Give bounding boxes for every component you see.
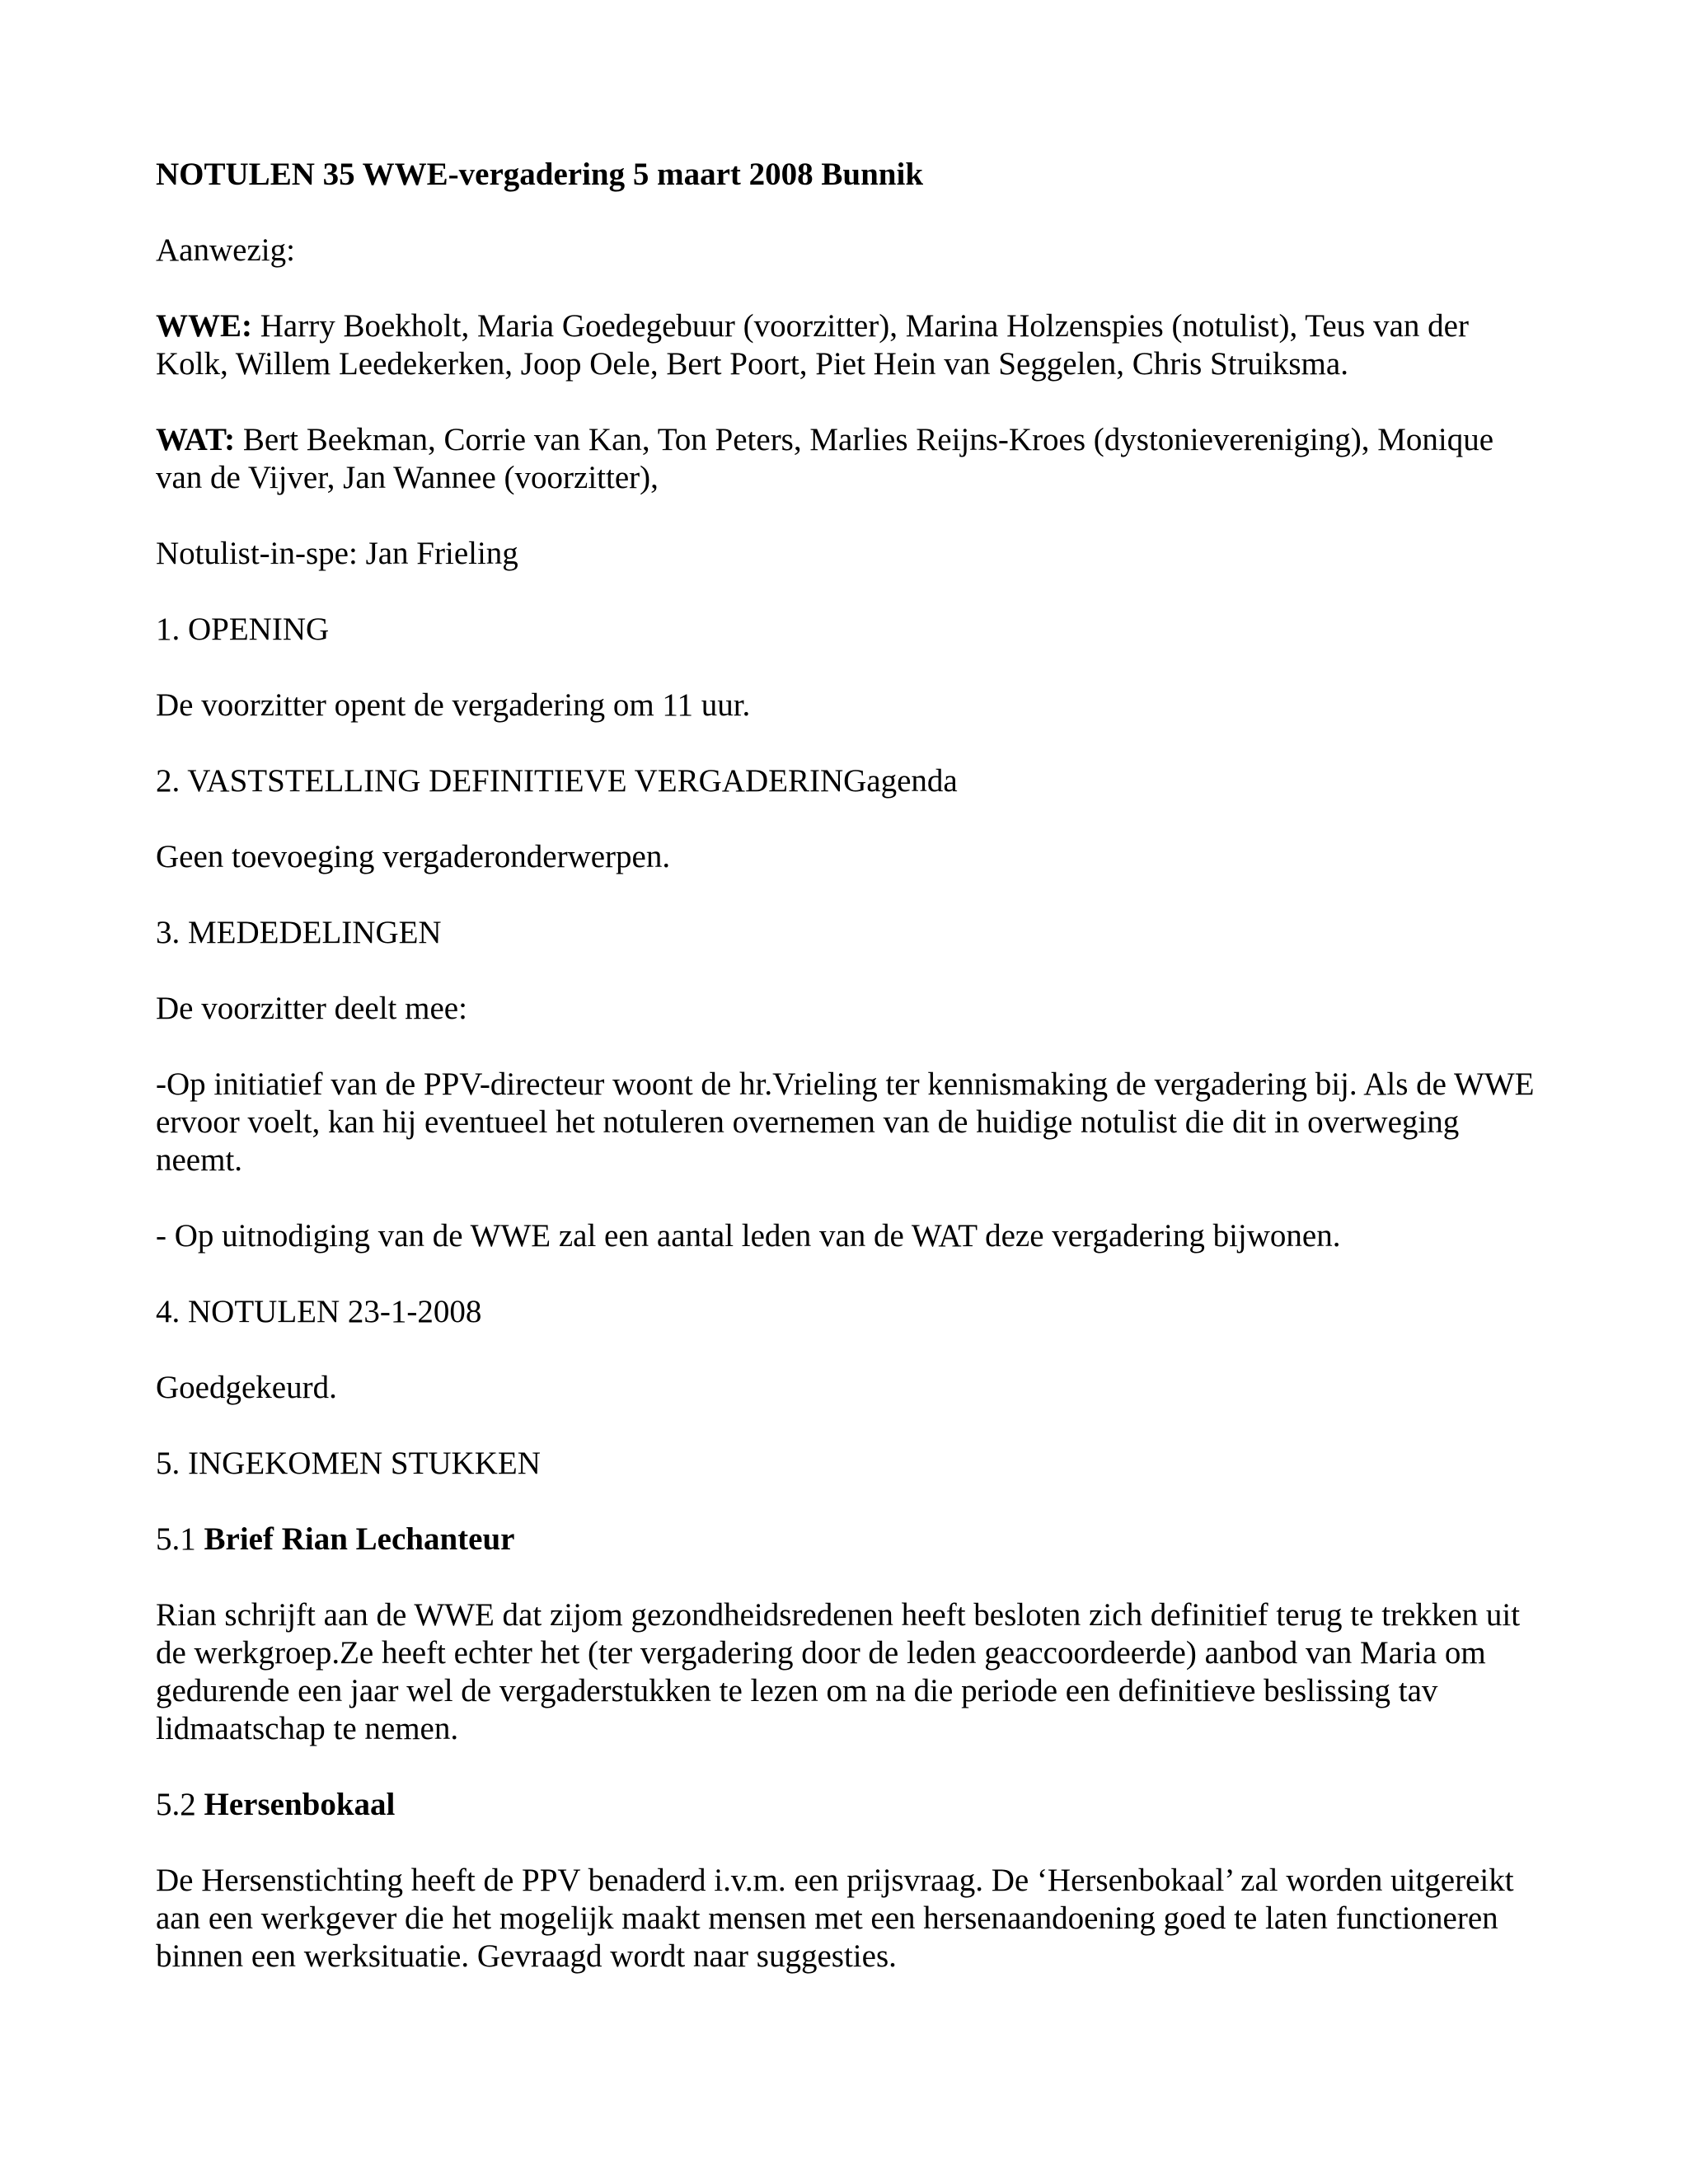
wwe-names: Harry Boekholt, Maria Goedegebuur (voorzitter), Marina Holzenspies (notulist), Teus van der Kolk, Willem Leedekerken, Joop Oele, Bert Poort, Piet Hein van Seggelen, Chris Struiksma. — [156, 308, 1469, 382]
document-body — [156, 156, 1540, 2013]
subsection-title: Hersenbokaal — [204, 1787, 396, 1822]
wwe-members — [156, 307, 1540, 383]
subsection-heading-hersenbokaal — [156, 1786, 1540, 1824]
present-label: Aanwezig: — [156, 232, 295, 268]
wat-label: WAT: — [156, 422, 236, 457]
wwe-label: WWE: — [156, 308, 252, 344]
section-heading-ingekomen: 5. INGEKOMEN STUKKEN — [156, 1446, 541, 1481]
wat-names: Bert Beekman, Corrie van Kan, Ton Peters, Marlies Reijns-Kroes (dystonievereniging), Monique van de Vijver, Jan Wannee (voorzitter), — [156, 422, 1494, 495]
subsection-text-hersenbokaal: De Hersenstichting heeft de PPV benaderd i.v.m. een prijsvraag. De ‘Hersenbokaal’ zal worden uitgereikt aan een werkgever die het mogelijk maakt mensen met een hersenaandoening goed te laten functioneren binnen een werksituatie. Gevraagd wordt naar suggesties. — [156, 1863, 1514, 1974]
section-text-agenda: Geen toevoeging vergaderonderwerpen. — [156, 839, 671, 874]
section-heading-mededelingen: 3. MEDEDELINGEN — [156, 915, 442, 950]
subsection-heading-brief — [156, 1521, 1540, 1558]
subsection-number: 5.2 — [156, 1787, 204, 1822]
mededelingen-item: - Op uitnodiging van de WWE zal een aantal leden van de WAT deze vergadering bijwonen. — [156, 1218, 1341, 1254]
notulist-in-spe: Notulist-in-spe: Jan Frieling — [156, 536, 518, 571]
section-heading-notulen: 4. NOTULEN 23-1-2008 — [156, 1294, 482, 1329]
section-heading-opening: 1. OPENING — [156, 612, 330, 647]
mededelingen-item: -Op initiatief van de PPV-directeur woont de hr.Vrieling ter kennismaking de vergadering bij. Als de WWE ervoor voelt, kan hij eventueel het notuleren overnemen van de huidige notulist die dit in overweging neemt. — [156, 1066, 1535, 1178]
subsection-title: Brief Rian Lechanteur — [204, 1521, 515, 1557]
section-text-notulen: Goedgekeurd. — [156, 1370, 337, 1405]
section-heading-agenda: 2. VASTSTELLING DEFINITIEVE VERGADERINGagenda — [156, 763, 958, 799]
subsection-number: 5.1 — [156, 1521, 204, 1557]
section-text-opening: De voorzitter opent de vergadering om 11 uur. — [156, 687, 751, 723]
document-title: NOTULEN 35 WWE-vergadering 5 maart 2008 Bunnik — [156, 157, 924, 192]
subsection-text-brief: Rian schrijft aan de WWE dat zijom gezondheidsredenen heeft besloten zich definitief terug te trekken uit de werkgroep.Ze heeft echter het (ter vergadering door de leden geaccoordeerde) aanbod van Maria om gedurende een jaar wel de vergaderstukken te lezen om na die periode een definitieve beslissing tav lidmaatschap te nemen. — [156, 1597, 1521, 1746]
wat-members — [156, 421, 1540, 497]
mededelingen-intro: De voorzitter deelt mee: — [156, 991, 467, 1026]
